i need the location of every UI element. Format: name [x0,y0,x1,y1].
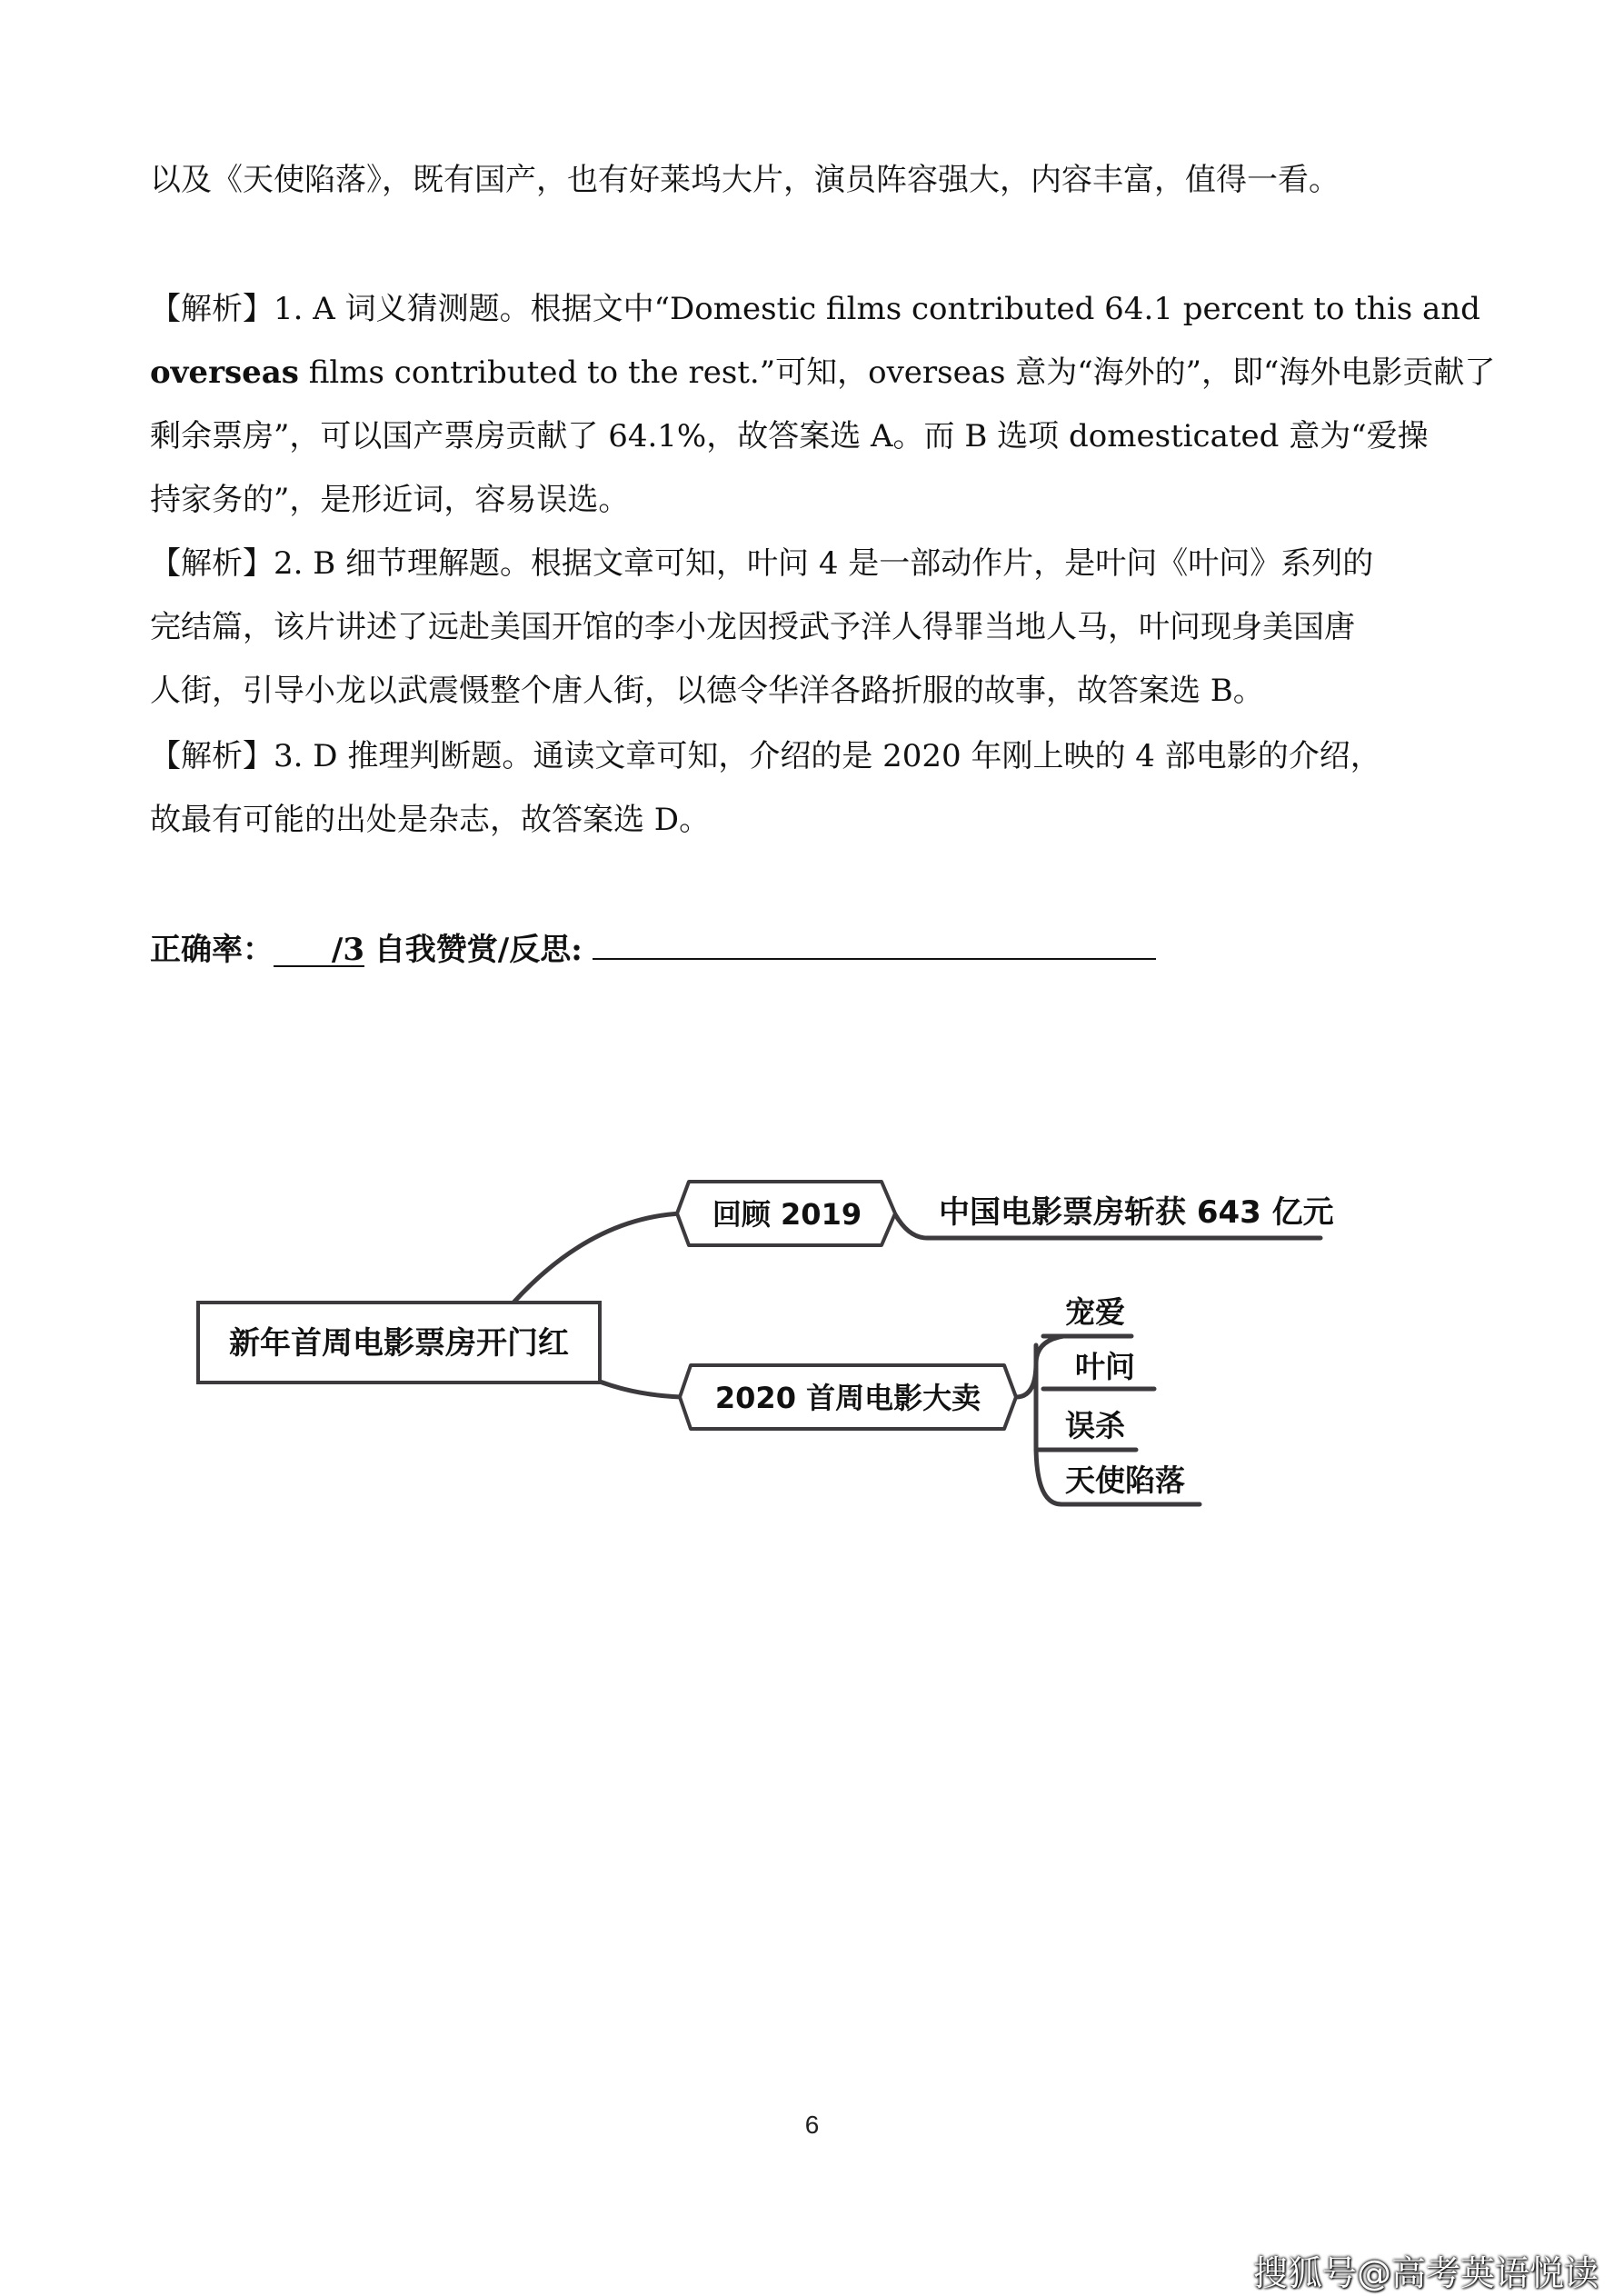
analysis-1-line-3: 剩余票房”，可以国产票房贡献了 64.1%，故答案选 A。而 B 选项 domesticated 意为“爱操 [150,418,1429,454]
analysis-2-line-2: 完结篇，该片讲述了远赴美国开馆的李小龙因授武予洋人得罪当地人马，叶问现身美国唐 [150,609,1355,645]
analysis-2-line-3: 人街，引导小龙以武震慑整个唐人街，以德令华洋各路折服的故事，故答案选 B。 [150,673,1264,709]
analysis-1-line-1: 【解析】1. A 词义猜测题。根据文中“Domestic films contributed 64.1 percent to this and [150,291,1480,327]
branch2-leaf-2: 叶问 [1075,1349,1135,1384]
branch2-node-label: 2020 首周电影大卖 [714,1381,981,1415]
reflection-label: 自我赞赏/反思: [374,932,583,968]
intro-line: 以及《天使陷落》，既有国产，也有好莱坞大片，演员阵容强大，内容丰富，值得一看。 [150,162,1340,198]
accuracy-label: 正确率： [150,932,274,968]
connector-root-branch1 [513,1213,682,1303]
branch2-leaf-1: 宠爱 [1065,1294,1125,1330]
analysis-3-line-2: 故最有可能的出处是杂志，故答案选 D。 [150,802,711,838]
bold-word-overseas: overseas [150,354,299,391]
accuracy-blank[interactable]: /3 [274,934,364,967]
connector-branch2-leaves [1016,1336,1063,1504]
analysis-3-line-1: 【解析】3. D 推理判断题。通读文章可知，介绍的是 2020 年刚上映的 4 部电影的介绍， [150,738,1381,774]
analysis-1-line-2-rest: films contributed to the rest.”可知，overseas 意为“海外的”，即“海外电影贡献了 [298,354,1496,391]
watermark: 搜狐号@高考英语悦读 [1252,2253,1599,2293]
branch1-leaf-label: 中国电影票房斩获 643 亿元 [939,1194,1334,1231]
branch1-node [677,1182,895,1245]
branch2-node [680,1365,1016,1429]
connector-root-branch2 [600,1382,682,1397]
analysis-1-line-4: 持家务的”，是形近词，容易误选。 [150,482,630,518]
page-number: 6 [804,2111,820,2139]
branch2-leaf-3: 误杀 [1065,1408,1125,1443]
root-node-label: 新年首周电影票房开门红 [229,1325,569,1362]
branch1-node-label: 回顾 2019 [712,1197,862,1232]
branch2-leaf-4: 天使陷落 [1065,1462,1185,1498]
analysis-2-line-1: 【解析】2. B 细节理解题。根据文章可知，叶问 4 是一部动作片，是叶问《叶问》系列的 [150,545,1374,582]
root-node [198,1303,600,1383]
